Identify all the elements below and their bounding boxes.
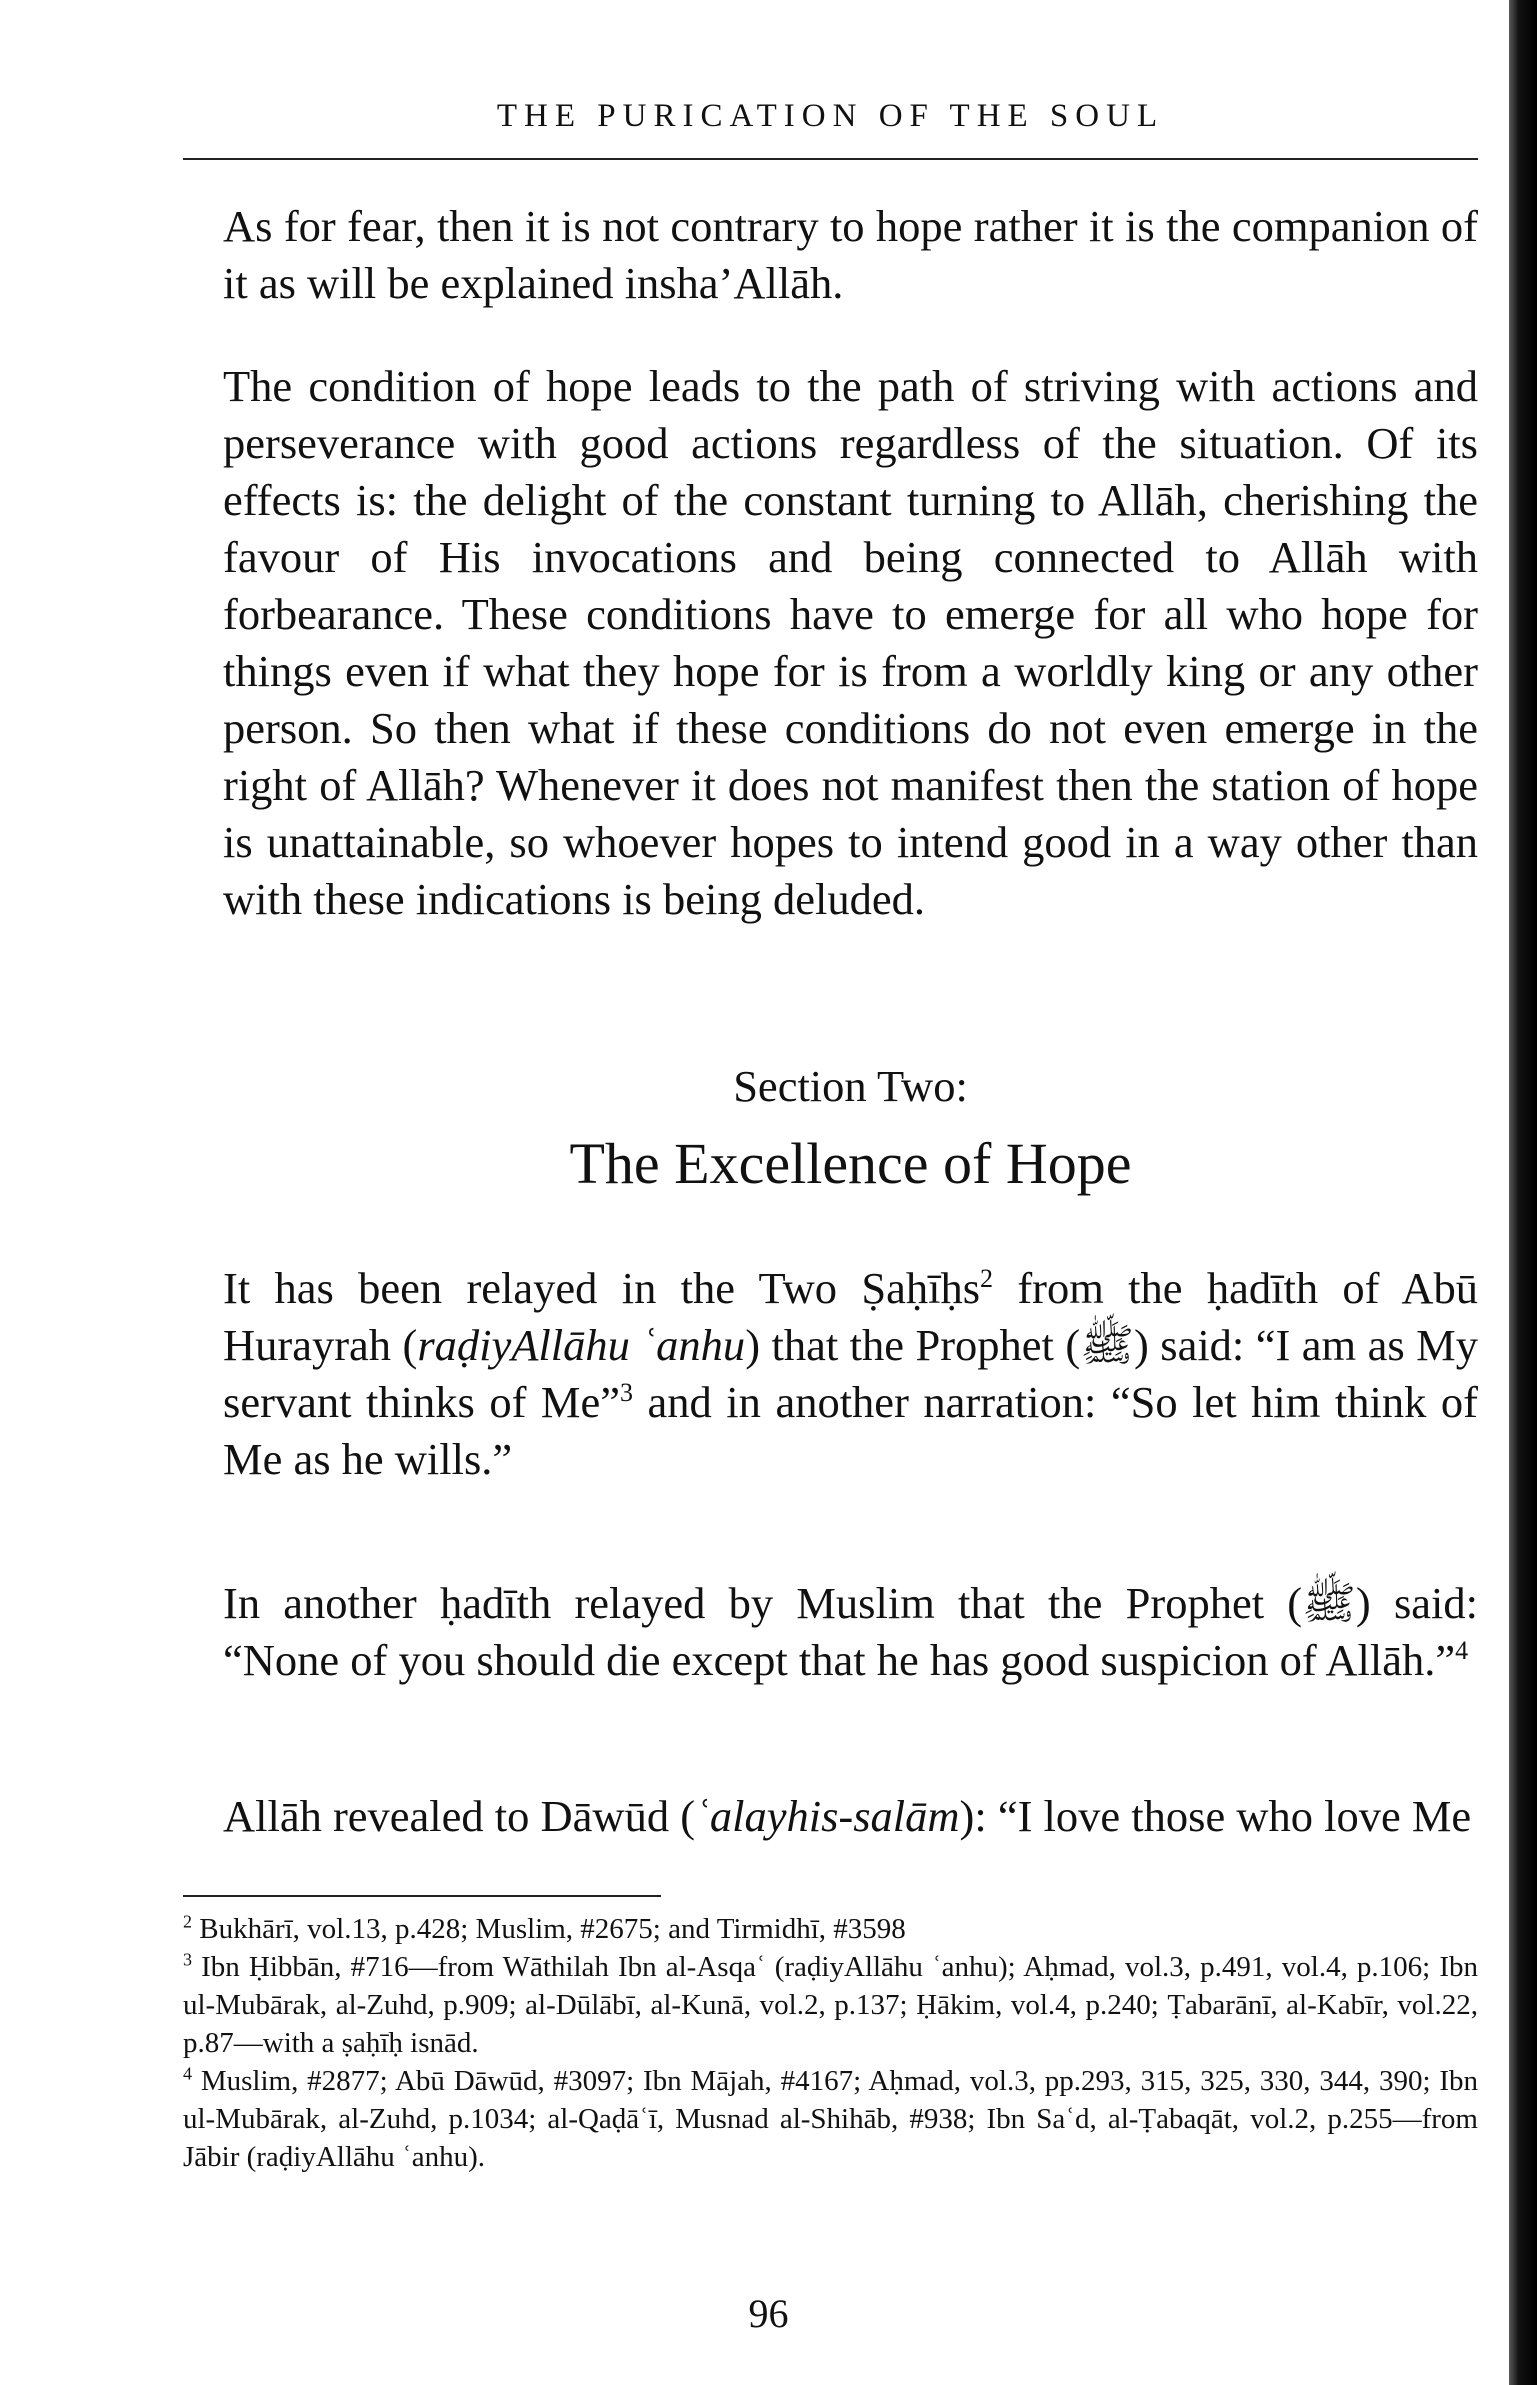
running-head: THE PURICATION OF THE SOUL xyxy=(496,98,1165,134)
paragraph-two-sahihs xyxy=(223,1260,1478,1488)
footnote-ref-3: 3 xyxy=(620,1378,634,1408)
footnote-4 xyxy=(183,2062,1478,2176)
page-number: 96 xyxy=(748,2291,789,2336)
paragraph-condition-of-hope: The condition of hope leads to the path of striving with actions and perseverance with good actions regardless of the situation. Of its effects is: the delight of the constant turning to Allāh, cherishing the favour of His invocations and being connected to Allāh with forbearance. These conditions have to emerge for all who hope for things even if what they hope for is from a worldly king or any other person. So then what if these conditions do not even emerge in the right of Allāh? Whenever it does not manifest then the station of hope is unattainable, so whoever hopes to intend good in a way other than with these indications is being deluded. xyxy=(223,361,1478,924)
footnotes xyxy=(183,1910,1478,2176)
footnote-3 xyxy=(183,1948,1478,2062)
paragraph-fear: As for fear, then it is not contrary to hope rather it is the companion of it as will be explained insha’Allāh. xyxy=(223,201,1478,308)
p5-honorific: ʿalayhis-salām xyxy=(695,1791,960,1841)
footnote-2 xyxy=(183,1910,1478,1948)
p3-text-c: ) that the Prophet (ﷺ) said: “I am as My servant thinks of Me” xyxy=(223,1320,1478,1427)
footnote-4-number: 4 xyxy=(183,2063,192,2084)
footnote-ref-4: 4 xyxy=(1455,1636,1469,1666)
footnote-rule xyxy=(183,1895,661,1897)
paragraph-dawud xyxy=(223,1788,1478,1845)
p3-text-b: from the ḥadīth of Abū Hurayrah ( xyxy=(223,1263,1478,1370)
p5-text-b: ): “I love those who love Me xyxy=(959,1791,1472,1841)
p4-text: In another ḥadīth relayed by Muslim that the Prophet (ﷺ) said: “None of you should die except that he has good suspicion of Allāh.” xyxy=(223,1578,1478,1685)
footnote-2-number: 2 xyxy=(183,1911,192,1932)
p3-text-a: It has been relayed in the Two Ṣaḥīḥs xyxy=(223,1263,981,1313)
paragraph-muslim-hadith xyxy=(223,1575,1478,1689)
footnote-ref-2: 2 xyxy=(980,1264,994,1294)
section-label: Section Two: xyxy=(733,1061,968,1111)
footnote-3-text: Ibn Ḥibbān, #716—from Wāthilah Ibn al-Asqaʿ (raḍiyAllāhu ʿanhu); Aḥmad, vol.3, p.491, vol.4, p.106; Ibn ul-Mubārak, al-Zuhd, p.909; al-Dūlābī, al-Kunā, vol.2, p.137; Ḥākim, vol.4, p.240; Ṭabarānī, al-Kabīr, vol.22, p.87—with a ṣaḥīḥ isnād. xyxy=(183,1951,1479,2059)
section-title: The Excellence of Hope xyxy=(569,1131,1132,1196)
p3-text-d: and in another narration: “So let him think of Me as he wills.” xyxy=(223,1377,1478,1484)
footnote-4-text: Muslim, #2877; Abū Dāwūd, #3097; Ibn Mājah, #4167; Aḥmad, vol.3, pp.293, 315, 325, 330, 344, 390; Ibn ul-Mubārak, al-Zuhd, p.1034; al-Qaḍāʿī, Musnad al-Shihāb, #938; Ibn Saʿd, al-Ṭabaqāt, vol.2, p.255—from Jābir (raḍiyAllāhu ʿanhu). xyxy=(183,2065,1478,2173)
footnote-2-text: Bukhārī, vol.13, p.428; Muslim, #2675; and Tirmidhī, #3598 xyxy=(199,1913,906,1945)
footnote-3-number: 3 xyxy=(183,1949,192,1970)
p3-honorific: raḍiyAllāhu ʿanhu xyxy=(417,1320,746,1370)
scan-edge-shadow xyxy=(1509,0,1537,2385)
p5-text-a: Allāh revealed to Dāwūd ( xyxy=(223,1791,696,1841)
header-rule xyxy=(183,158,1478,160)
